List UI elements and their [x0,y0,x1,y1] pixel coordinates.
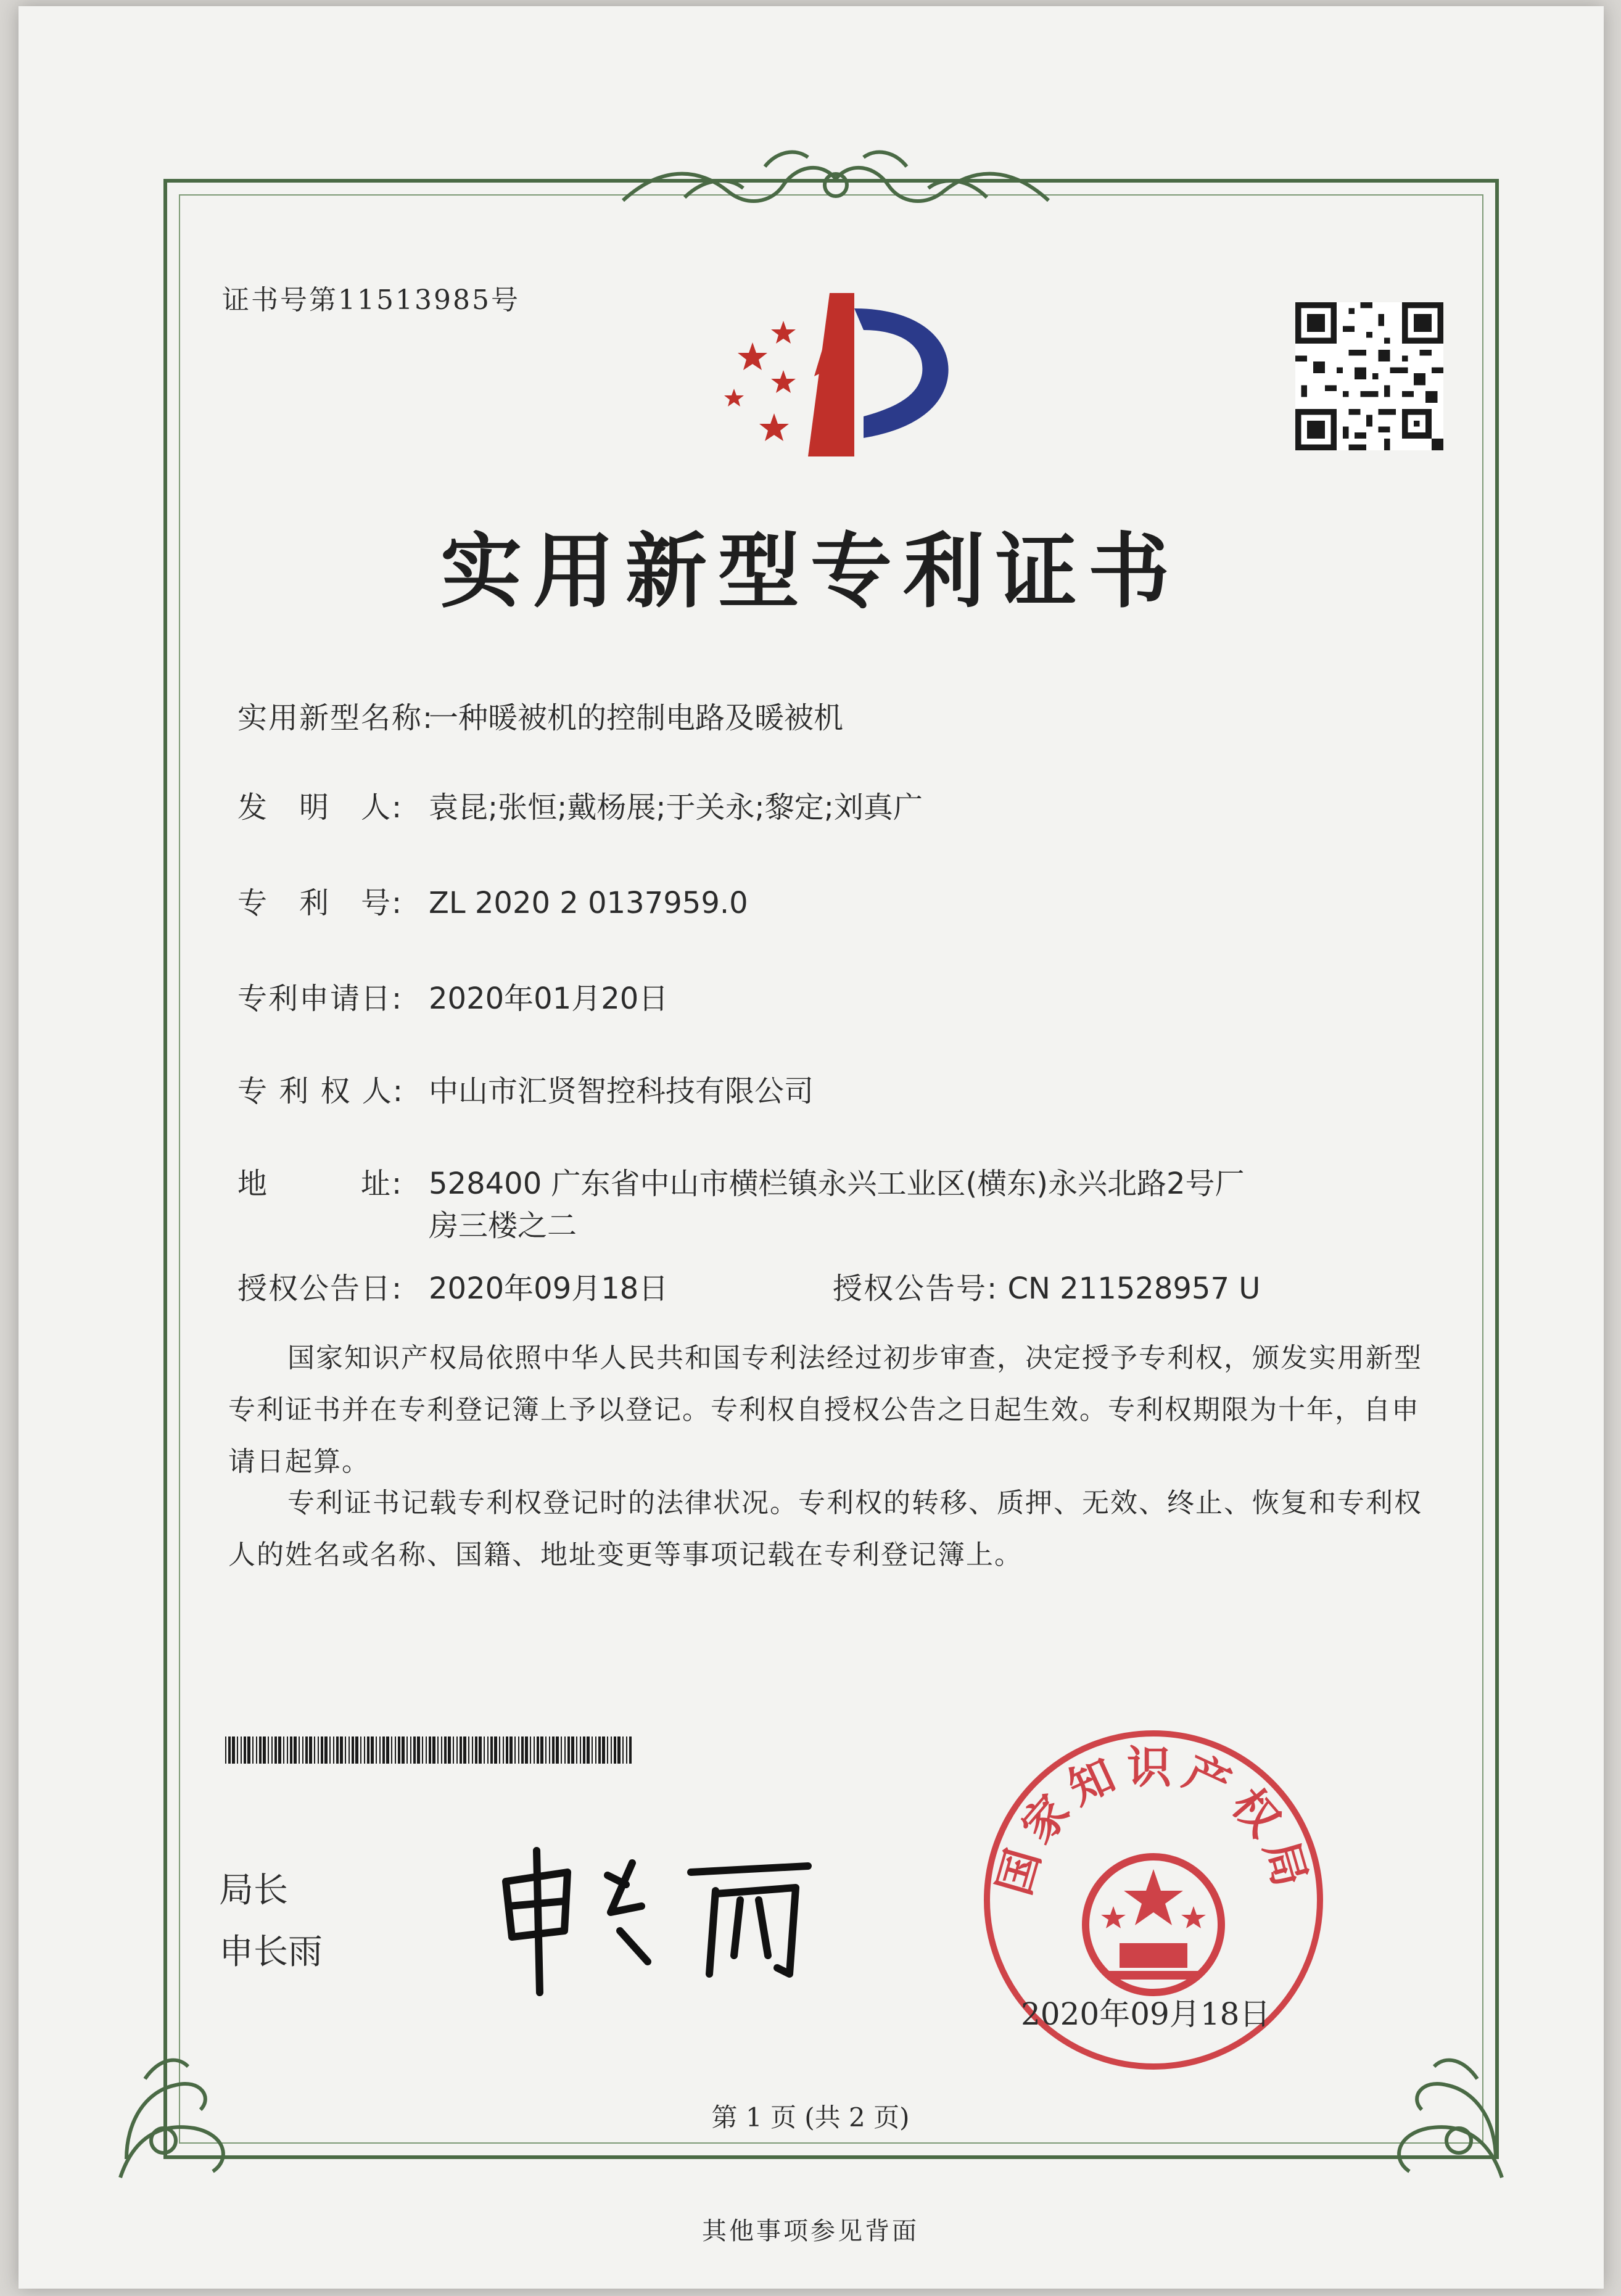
director-title: 局长 [219,1870,288,1910]
field-label: 实用新型名称: [237,701,434,735]
field-value: 一种暖被机的控制电路及暖被机 [429,701,844,735]
certificate-title: 实用新型专利证书 [440,524,1181,619]
field-label: 专 利 权 人: [237,1074,404,1109]
field-label: 发 明 人: [237,790,403,825]
certificate-number: 证书号第11513985号 [222,284,520,316]
field-label: 专 利 号: [237,886,403,920]
page-indicator: 第 1 页 (共 2 页) [711,2102,910,2133]
legal-paragraph: 国家知识产权局依照中华人民共和国专利法经过初步审查，决定授予专利权，颁发实用新型专利证书并在专利登记簿上予以登记。专利权自授权公告之日起生效。专利权期限为十年，自申请日起算。 [228,1342,1422,1477]
field-value: 2020年09月18日 [429,1271,669,1306]
field-grant-date [237,1268,668,1310]
field-value: 中山市汇贤智控科技有限公司 [429,1074,814,1109]
seal-text: 国家知识产权局 [988,1741,1319,1901]
footer-note: 其他事项参见背面 [702,2217,919,2245]
field-value: 2020年01月20日 [429,981,669,1016]
field-value: 528400 广东省中山市横栏镇永兴工业区(横东)永兴北路2号厂房三楼之二 [429,1167,1245,1243]
field-label: 授权公告号: [833,1271,999,1306]
qr-code-icon [1295,302,1443,450]
legal-paragraph: 专利证书记载专利权登记时的法律状况。专利权的转移、质押、无效、终止、恢复和专利权人的姓名或名称、国籍、地址变更等事项记载在专利登记簿上。 [228,1487,1422,1571]
field-value: CN 211528957 U [1007,1271,1261,1306]
field-grant-publication-number [833,1268,1260,1310]
field-inventors [237,787,923,828]
field-value: ZL 2020 2 0137959.0 [429,886,748,920]
director-signature-icon [487,1838,833,1999]
field-address [237,1163,1249,1247]
field-patent-number [237,882,748,924]
barcode-icon [225,1736,635,1764]
director-name: 申长雨 [219,1932,323,1972]
field-patentee [237,1070,814,1112]
field-label: 专利申请日: [237,981,403,1016]
seal-date: 2020年09月18日 [1021,1996,1271,2032]
cnipa-logo-icon [716,284,962,463]
field-value: 袁昆;张恒;戴杨展;于关永;黎定;刘真广 [429,790,923,825]
field-label: 授权公告日: [237,1271,403,1306]
field-utility-model-name [237,697,843,739]
top-ornament-icon [611,142,1061,222]
field-filing-date [237,978,668,1020]
field-label: 地 址: [237,1167,403,1201]
